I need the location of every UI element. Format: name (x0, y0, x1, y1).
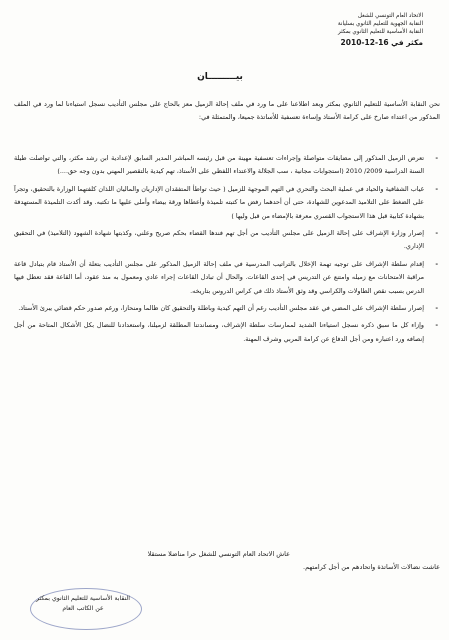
letterhead-line: الاتحاد العام التونسي للشغل (357, 13, 423, 19)
bullet-dash-icon: - (435, 259, 438, 268)
list-item-text: وإزاء كل ما سبق ذكره نسجل استياءنا الشديد لممارسات سلطة الإشراف، ومساندتنا المطلقة لزميلنا، واستعدادنا للنضال بكل الأشكال المتاحة من أجل إنصافه ورد اعتباره ومن أجل الدفاع عن كرامة المربي وشرف المهنة. (14, 321, 424, 343)
signature-block (18, 594, 148, 614)
list-item (14, 258, 440, 298)
closing-line: عاش الاتحاد العام التونسي للشغل حرا مناضلا مستقلا (147, 550, 290, 558)
list-item-text: إصرار وزارة الإشراف على إحالة الزميل على مجلس التأديب من أجل تهم فندها القضاء بحكم صريح وعلني، وكذبتها شهادة الشهود (التلاميذ) في التحقيق الإداري. (14, 229, 424, 251)
letterhead-line: النقابة الجهوية للتعليم الثانوي بسليانة (337, 21, 423, 28)
bullet-dash-icon: - (435, 229, 438, 238)
list-item (14, 227, 440, 254)
statement-list (14, 152, 440, 350)
list-item (14, 319, 440, 346)
closing-line: عاشت نضالات الأساتذة واتحادهم من أجل كرامتهم. (303, 563, 440, 571)
signature-line: عن الكاتب العام (62, 605, 104, 612)
bullet-dash-icon: - (435, 184, 438, 193)
signature-line: النقابة الأساسية للتعليم الثانوي بمكثر (35, 595, 130, 602)
document-date: مكثر في 16-12-2010 (340, 37, 423, 47)
bullet-dash-icon: - (435, 304, 438, 313)
list-item-text: تعرض الزميل المذكور إلى مضايقات متواصلة وإجراءات تعسفية مهينة من قبل رئيسه المباشر المدير السابق لإعدادية ابن رشد مكثر، والتي تواصلت طيلة السنة الدراسية 2009/ 2010 (استجوابات مجانية ، سب الجلالة والاعتداء اللفظي على الأستاذ، تهم كيدية بالتقصير المهني بدون وجه حق....) (14, 154, 424, 176)
bullet-dash-icon: - (435, 154, 438, 162)
letterhead (338, 12, 423, 47)
list-item-text: إصرار سلطة الإشراف على المضي في عقد مجلس التأديب رغم أن التهم كيدية وباطلة والتحقيق كان ظالما ومنحازا، ورغم صدور حكم قضائي يبرئ الأستاذ. (18, 304, 424, 313)
bullet-dash-icon: - (435, 321, 438, 330)
list-item (14, 183, 440, 223)
list-item (14, 152, 440, 179)
list-item-text: إقدام سلطة الإشراف على توجيه تهمة الإخلال بالتراتيب المدرسية في ملف إحالة الزميل المذكور على مجلس التأديب بتعلة أن الأستاذ قام بتبادل قاعة مراقبة الامتحانات مع زميله وامتنع عن التدريس في إحدى القاعات. والحال أن تبادل القاعات إجراء عادي ومعمول به منذ عقود، أما القاعة فقد تعطل فيها الدرس بسبب نقص الطاولات والكراسي وقد وثق الأستاذ ذلك في كراس الدروس بتاريخه. (14, 259, 424, 295)
list-item (14, 302, 440, 315)
letterhead-line: النقابة الأساسية للتعليم الثانوي بمكثر (338, 29, 423, 36)
closing-slogans (14, 548, 440, 574)
intro-paragraph: نحن النقابة الأساسية للتعليم الثانوي بمكثر وبعد اطلاعنا على ما ورد في ملف إحالة الزميل معز بالحاج على مجلس التأديب نسجل استياءنا لما ورد في الملف المذكور من اعتداء صارخ على كرامة الأستاذ وإساءة تعسفية للأساتذة جميعا، والمتمثلة في: (14, 100, 440, 121)
document-title: بيـــــــــان (197, 72, 243, 82)
list-item-text: غياب الشفافية والحياد في عملية البحث والتحري في التهم الموجهة للزميل ( حيث تواطأ المتفقدان الإداريان والماليان اللذان كلفتهما الوزارة بالتحقيق، وتجرآ على الضغط على التلاميذ المدعوين للشهادة، حتى أن أحدهما رفض ما كتبته تلميذة وأعطاها ورقة بيضاء وأملى عليها ما تكتبه. وقد أكدت التلميذة المستهدفة بشهادة كتابية قبل هذا الاستجواب القسري معرفة بالإمضاء من قبل وليها ) (14, 184, 424, 220)
